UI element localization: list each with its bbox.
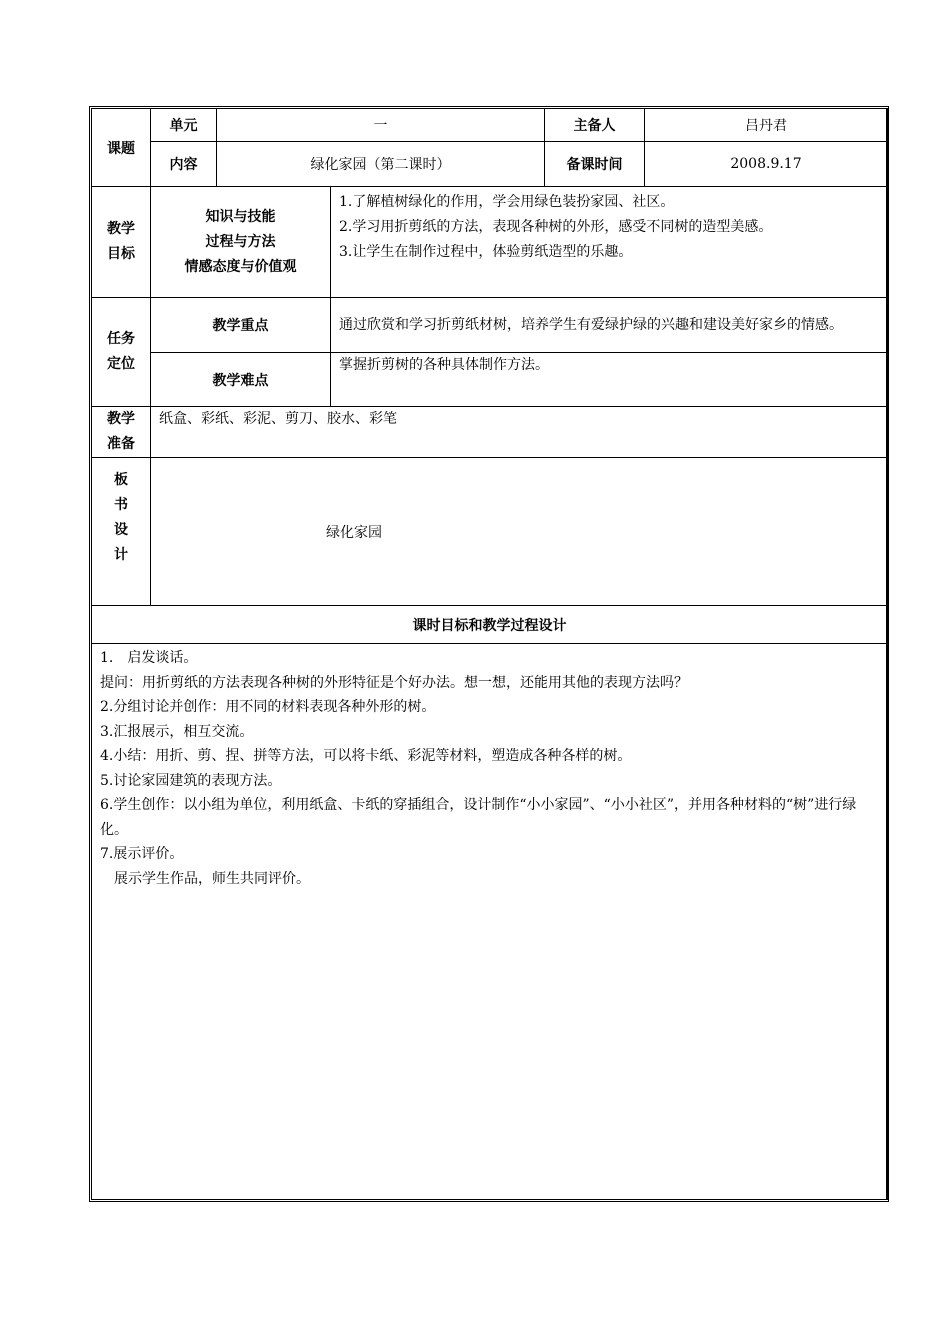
content-value: 绿化家园（第二课时） bbox=[217, 142, 545, 187]
objective-item: 1.了解植树绿化的作用，学会用绿色装扮家园、社区。 bbox=[339, 194, 675, 210]
objective-dimensions bbox=[151, 187, 331, 298]
unit-value: 一 bbox=[217, 109, 545, 142]
task-label: 任务 定位 bbox=[92, 298, 151, 407]
process-title: 课时目标和教学过程设计 bbox=[92, 606, 888, 644]
objectives-label: 教学 目标 bbox=[92, 187, 151, 298]
preparer-label: 主备人 bbox=[545, 109, 645, 142]
process-line: 提问：用折剪纸的方法表现各种树的外形特征是个好办法。想一想，还能用其他的表现方法吗？ bbox=[100, 674, 688, 691]
process-line: 6.学生创作：以小组为单位，利用纸盒、卡纸的穿插组合，设计制作“小小家园”、“小小社区”，并用各种材料的“树”进行绿化。 bbox=[100, 797, 857, 838]
process-line: 7.展示评价。 bbox=[100, 846, 184, 862]
dimension-process: 过程与方法 bbox=[205, 233, 276, 250]
objective-item: 2.学习用折剪纸的方法，表现各种树的外形，感受不同树的造型美感。 bbox=[339, 219, 773, 235]
dimension-attitude: 情感态度与价值观 bbox=[184, 258, 297, 275]
process-content bbox=[92, 644, 888, 1200]
objective-item: 3.让学生在制作过程中，体验剪纸造型的乐趣。 bbox=[339, 244, 633, 260]
board-title: 绿化家园 bbox=[326, 524, 382, 541]
difficulty-label: 教学难点 bbox=[151, 353, 331, 407]
board-label: 板 书 设 计 bbox=[92, 458, 151, 606]
process-line: 展示学生作品，师生共同评价。 bbox=[100, 870, 310, 887]
preparation-label: 教学 准备 bbox=[92, 407, 151, 458]
preparer-value: 吕丹君 bbox=[645, 109, 888, 142]
unit-label: 单元 bbox=[151, 109, 217, 142]
difficulty-text: 掌握折剪树的各种具体制作方法。 bbox=[331, 353, 888, 407]
key-point-text: 通过欣赏和学习折剪纸材树，培养学生有爱绿护绿的兴趣和建设美好家乡的情感。 bbox=[331, 298, 888, 353]
date-label: 备课时间 bbox=[545, 142, 645, 187]
key-point-label: 教学重点 bbox=[151, 298, 331, 353]
process-line: 4.小结：用折、剪、捏、拼等方法，可以将卡纸、彩泥等材料，塑造成各种各样的树。 bbox=[100, 748, 632, 764]
process-line: 2.分组讨论并创作：用不同的材料表现各种外形的树。 bbox=[100, 699, 436, 715]
process-line: 3.汇报展示，相互交流。 bbox=[100, 723, 254, 740]
dimension-knowledge: 知识与技能 bbox=[205, 208, 276, 225]
process-line: 1. 启发谈话。 bbox=[100, 650, 198, 666]
topic-label: 课题 bbox=[92, 109, 151, 187]
objective-items bbox=[331, 187, 888, 298]
lesson-plan-table bbox=[91, 108, 888, 1200]
preparation-text: 纸盒、彩纸、彩泥、剪刀、胶水、彩笔 bbox=[151, 407, 888, 458]
content-label: 内容 bbox=[151, 142, 217, 187]
process-line: 5.讨论家园建筑的表现方法。 bbox=[100, 772, 282, 789]
date-value: 2008.9.17 bbox=[645, 142, 888, 187]
board-content bbox=[151, 458, 888, 606]
